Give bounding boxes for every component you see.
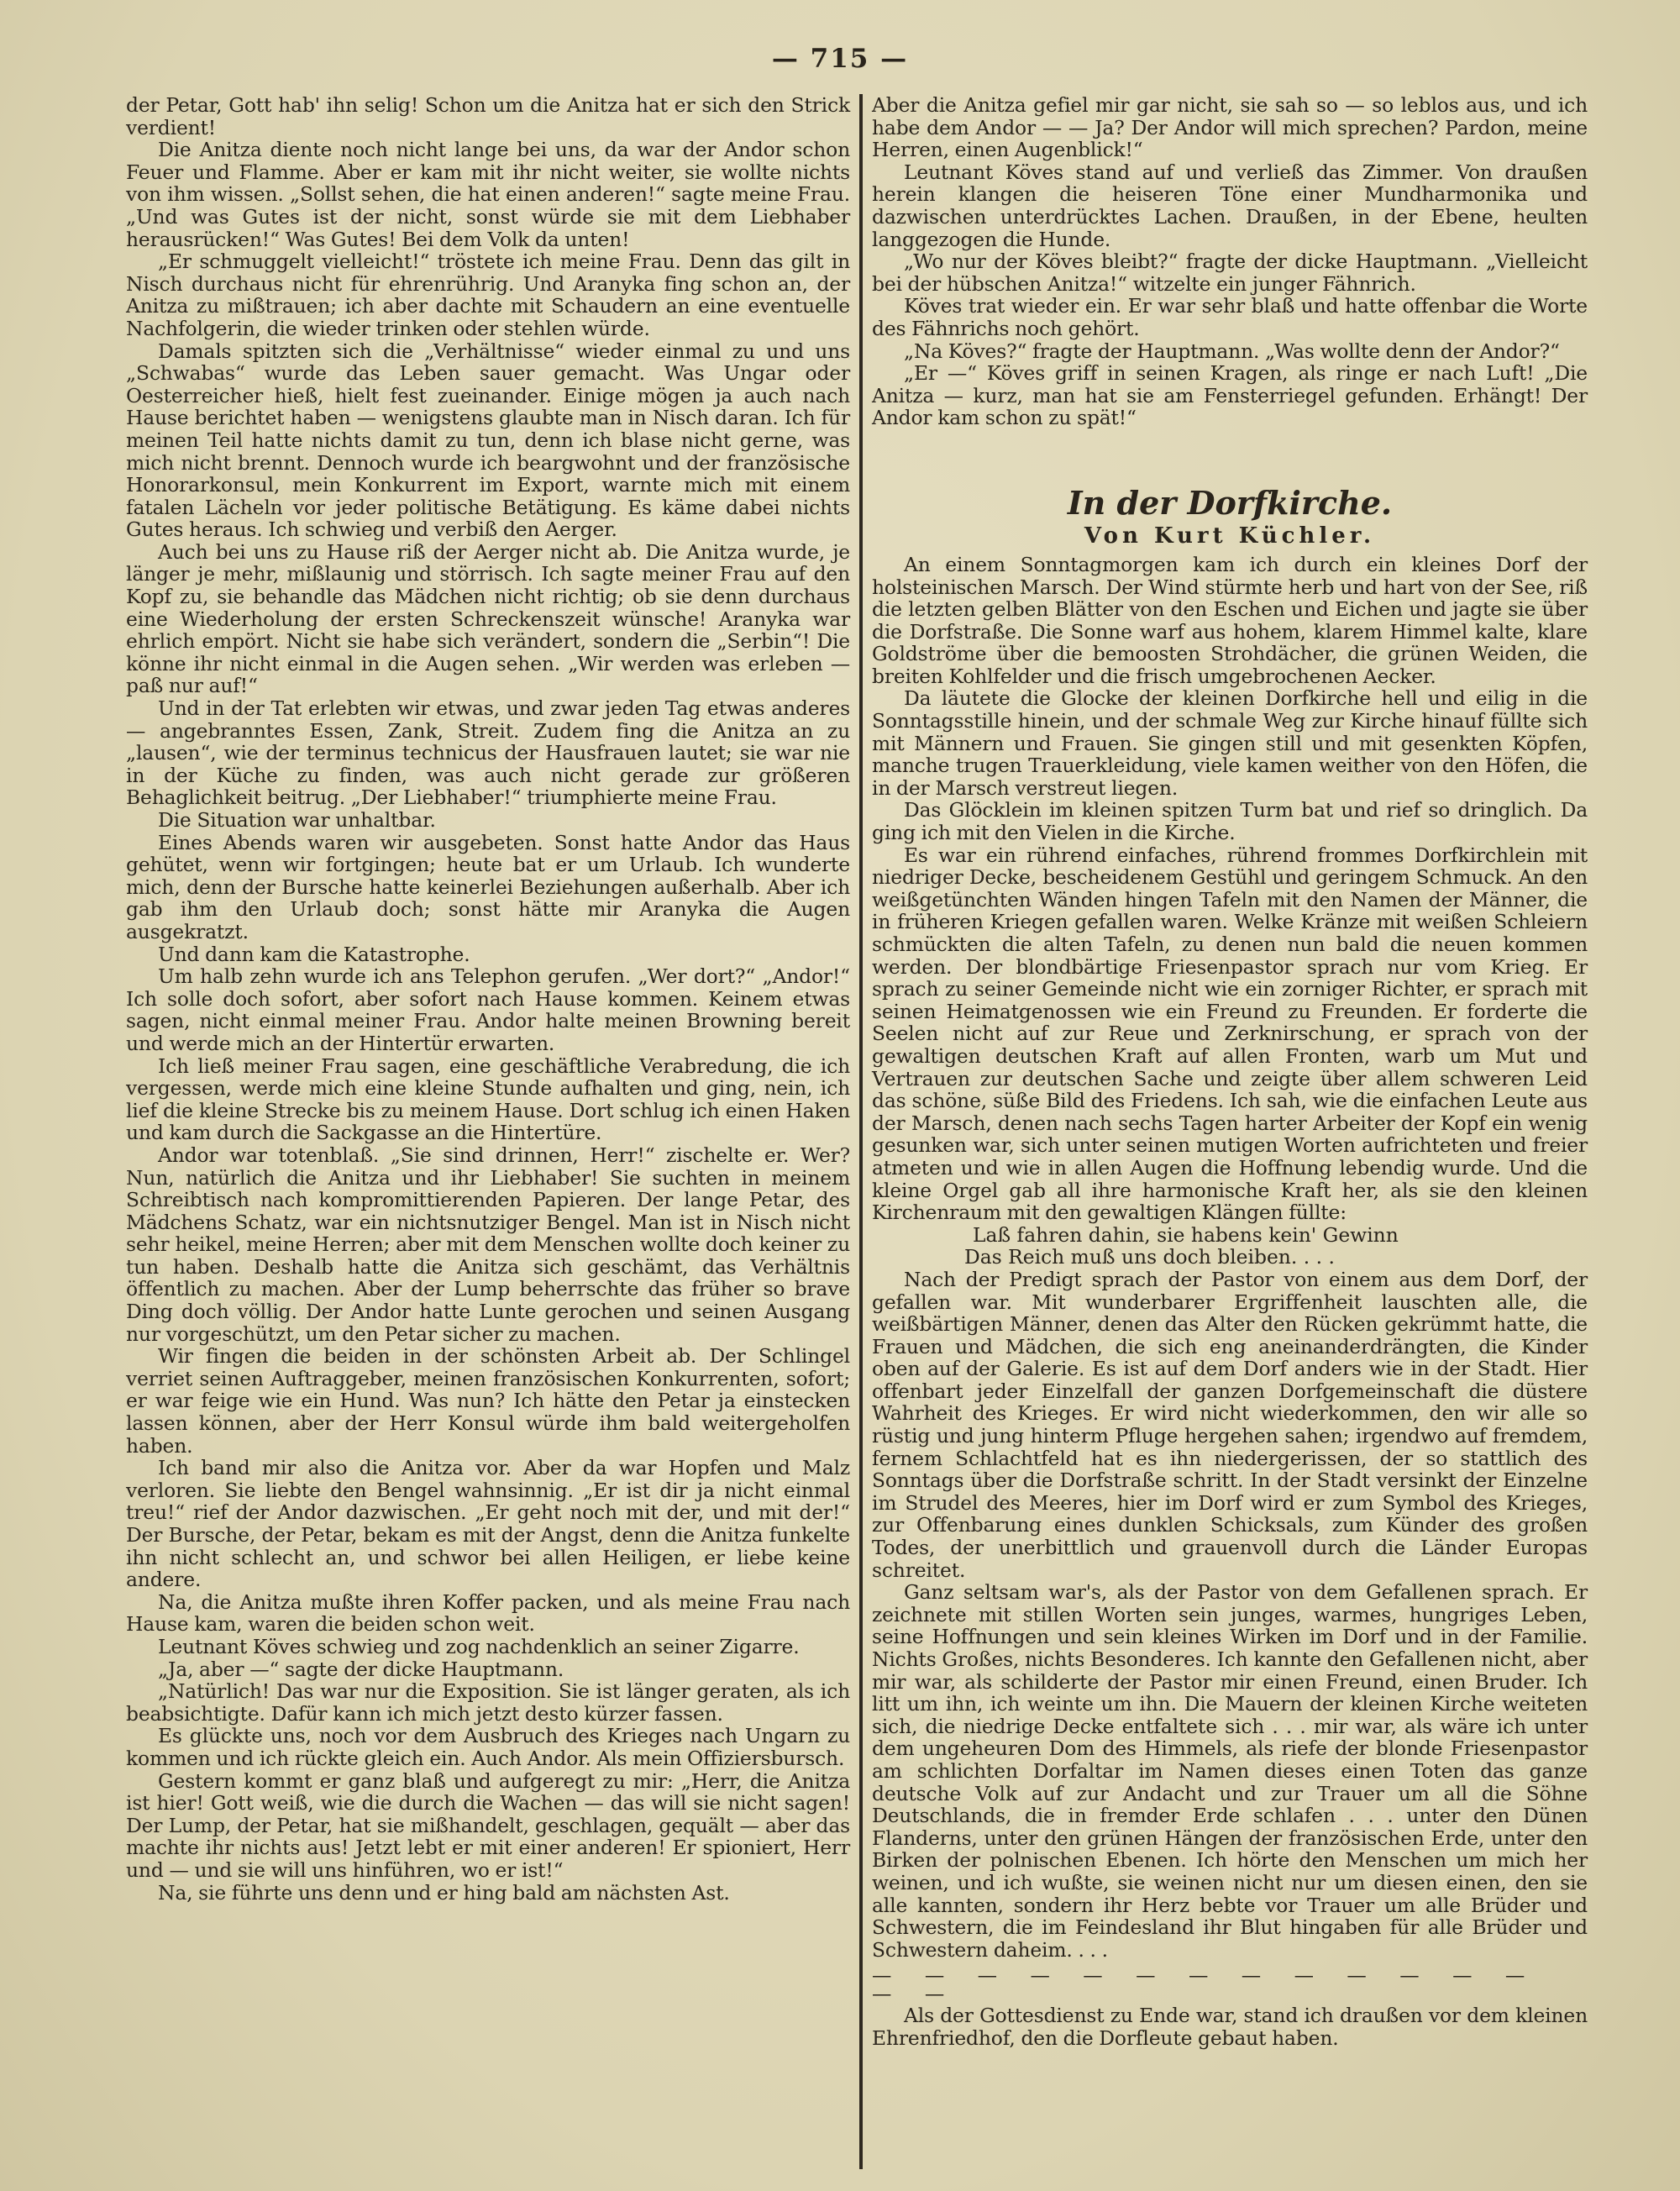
paragraph: „Natürlich! Das war nur die Exposition. Sie ist länger geraten, als ich beabsichtigte. Dafür kann ich mich jetzt desto kürzer fassen. <box>126 1679 850 1726</box>
paragraph: Wir fingen die beiden in der schönsten Arbeit ab. Der Schlingel verriet seinen Auftraggeber, meinen französischen Konkurrenten, sofort; er war feige wie ein Hund. Was nun? Ich hätte den Petar ja einstecken lassen können, aber der Herr Konsul würde ihm bald weitergeholfen haben. <box>126 1344 850 1458</box>
paragraph: An einem Sonntagmorgen kam ich durch ein kleines Dorf der holsteinischen Marsch. Der Wind stürmte herb und hart von der See, riß die letzten gelben Blätter von den Eschen und Eichen und jagte sie über die Dorfstraße. Die Sonne warf aus hohem, klarem Himmel kalte, klare Goldströme über die bemoosten Strohdächer, die grünen Weiden, die breiten Kohlfelder und die frisch umgebrochenen Aecker. <box>872 552 1588 688</box>
paragraph: „Wo nur der Köves bleibt?“ fragte der dicke Hauptmann. „Vielleicht bei der hübschen Anitza!“ witzelte ein junger Fähnrich. <box>872 250 1588 296</box>
paragraph: der Petar, Gott hab' ihn selig! Schon um die Anitza hat er sich den Strick verdient! <box>126 93 850 139</box>
paragraph: Damals spitzten sich die „Verhältnisse“ wieder einmal zu und uns „Schwabas“ wurde das Leben sauer gemacht. Was Ungar oder Oesterreicher hieß, hielt fest zueinander. Einige mögen ja auch nach Hause berichtet haben — wenigstens glaubte man in Nisch daran. Ich für meinen Teil hatte nichts damit zu tun, denn ich blase nicht gerne, was mich nicht brennt. Dennoch wurde ich beargwohnt und der französische Honorarkonsul, mein Konkurrent im Export, warnte mich mit einem fatalen Lächeln vor jeder politische Betätigung. Es käme dabei nichts Gutes heraus. Ich schwieg und verbiß den Aerger. <box>126 339 850 542</box>
paragraph: Köves trat wieder ein. Er war sehr blaß und hatte offenbar die Worte des Fähnrichs noch gehört. <box>872 294 1588 340</box>
article-author: Von Kurt Küchler. <box>1084 523 1376 549</box>
paragraph: Und in der Tat erlebten wir etwas, und zwar jeden Tag etwas anderes — angebranntes Essen, Zank, Streit. Zudem fing die Anitza an zu „lausen“, wie der terminus technicus der Hausfrauen lautet; sie war nie in der Küche zu finden, was auch nicht gerade zur größeren Behaglichkeit beitrug. „Der Liebhaber!“ triumphierte meine Frau. <box>126 696 850 810</box>
left-column <box>126 94 850 1904</box>
paragraph: „Er schmuggelt vielleicht!“ tröstete ich meine Frau. Denn das gilt in Nisch durchaus nicht für ehrenrührig. Und Aranyka fing schon an, der Anitza zu mißtrauen; ich aber dachte mit Schaudern an eine eventuelle Nachfolgerin, die wieder trinken oder stehlen würde. <box>126 250 850 340</box>
paragraph: Eines Abends waren wir ausgebeten. Sonst hatte Andor das Haus gehütet, wenn wir fortgingen; heute bat er um Urlaub. Ich wunderte mich, denn der Bursche hatte keinerlei Beziehungen außerhalb. Aber ich gab ihm den Urlaub doch; sonst hätte mir Aranyka die Augen ausgekratzt. <box>126 830 850 943</box>
right-column <box>872 94 1588 2050</box>
paragraph: Auch bei uns zu Hause riß der Aerger nicht ab. Die Anitza wurde, je länger je mehr, mißlaunig und störrisch. Ich sagte meiner Frau auf den Kopf zu, sie behandle das Mädchen nicht richtig; ob sie denn durchaus eine Wiederholung der ersten Schreckenszeit wünsche! Aranyka war ehrlich empört. Nicht sie habe sich verändert, sondern die „Serbin“! Die könne ihr nicht einmal in die Augen sehen. „Wir werden was erleben — paß nur auf!“ <box>126 539 850 698</box>
paragraph: „Na Köves?“ fragte der Hauptmann. „Was wollte denn der Andor?“ <box>904 339 1560 363</box>
paragraph: Na, sie führte uns denn und er hing bald am nächsten Ast. <box>158 1880 730 1905</box>
paragraph: Na, die Anitza mußte ihren Koffer packen, und als meine Frau nach Hause kam, waren die beiden schon weit. <box>126 1589 850 1637</box>
paragraph: „Ja, aber —“ sagte der dicke Hauptmann. <box>158 1657 564 1681</box>
paragraph: Aber die Anitza gefiel mir gar nicht, sie sah so — so leblos aus, und ich habe dem Andor — — Ja? Der Andor will mich sprechen? Pardon, meine Herren, einen Augenblick!“ <box>872 93 1588 162</box>
paragraph: Ich band mir also die Anitza vor. Aber da war Hopfen und Malz verloren. Sie liebte den Bengel wahnsinnig. „Er ist dir ja nicht einmal treu!“ rief der Andor dazwischen. „Er geht noch mit der, und mit der!“ Der Bursche, der Petar, bekam es mit der Angst, denn die Anitza funkelte ihn nicht schlecht an, und schwor bei allen Heiligen, er liebe keine andere. <box>126 1456 850 1592</box>
paragraph: Gestern kommt er ganz blaß und aufgeregt zu mir: „Herr, die Anitza ist hier! Gott weiß, wie die durch die Wachen — das will sie nicht sagen! Der Lump, der Petar, hat sie mißhandelt, geschlagen, gequält — aber das machte ihr nichts aus! Jetzt lebt er mit einer anderen! Er spioniert, Herr und — und sie will uns hinführen, wo er ist!“ <box>126 1768 850 1882</box>
paragraph: Andor war totenblaß. „Sie sind drinnen, Herr!“ zischelte er. Wer? Nun, natürlich die Anitza und ihr Liebhaber! Sie suchten in meinem Schreibtisch nach kompromittierenden Papieren. Der lange Petar, des Mädchens Schatz, war ein nichtsnutziger Bengel. Man ist in Nisch nicht sehr heikel, meine Herren; aber mit dem Menschen wollte doch keiner zu tun haben. Deshalb hatte die Anitza sich geschämt, das Verhältnis öffentlich zu machen. Aber der Lump beherrschte das früher so brave Ding doch völlig. Der Andor hatte Lunte gerochen und seinen Ausgang nur vorgeschützt, um den Petar sicher zu machen. <box>126 1143 850 1346</box>
paragraph: Da läutete die Glocke der kleinen Dorfkirche hell und eilig in die Sonntagsstille hinein, und der schmale Weg zur Kirche hinauf füllte sich mit Männern und Frauen. Sie gingen still und mit gesenkten Köpfen, manche trugen Trauerkleidung, viele kamen weither von den Höfen, die in der Marsch verstreut liegen. <box>872 686 1588 800</box>
page-number: — 715 — <box>771 44 909 74</box>
paragraph: Um halb zehn wurde ich ans Telephon gerufen. „Wer dort?“ „Andor!“ Ich solle doch sofort, aber sofort nach Hause kommen. Keinem etwas sagen, nicht einmal meiner Frau. Andor halte meinen Browning bereit und werde mich an der Hintertür erwarten. <box>126 964 850 1055</box>
paragraph: Es glückte uns, noch vor dem Ausbruch des Krieges nach Ungarn zu kommen und ich rückte gleich ein. Auch Andor. Als mein Offiziersbursch. <box>126 1724 850 1770</box>
article-title: In der Dorfkirche. <box>1067 483 1393 522</box>
paragraph: Leutnant Köves schwieg und zog nachdenklich an seiner Zigarre. <box>158 1634 800 1658</box>
paragraph: Die Anitza diente noch nicht lange bei uns, da war der Andor schon Feuer und Flamme. Aber er kam mit ihr nicht weiter, sie wollte nichts von ihm wissen. „Sollst sehen, die hat einen anderen!“ sagte meine Frau. „Und was Gutes ist der nicht, sonst würde sie mit dem Liebhaber herausrücken!“ Was Gutes! Bei dem Volk da unten! <box>126 138 850 251</box>
verse-line: Das Reich muß uns doch bleiben. . . . <box>964 1245 1335 1269</box>
verse-line: Laß fahren dahin, sie habens kein' Gewinn <box>973 1222 1399 1247</box>
paragraph: Ich ließ meiner Frau sagen, eine geschäftliche Verabredung, die ich vergessen, werde mich eine kleine Stunde aufhalten und ging, nein, ich lief die kleine Strecke bis zu meinem Hause. Dort schlug ich einen Haken und kam durch die Sackgasse an die Hintertüre. <box>126 1053 850 1145</box>
paragraph: Und dann kam die Katastrophe. <box>158 942 470 966</box>
paragraph: „Er —“ Köves griff in seinen Kragen, als ringe er nach Luft! „Die Anitza — kurz, man hat sie am Fensterriegel gefunden. Erhängt! Der Andor kam schon zu spät!“ <box>872 361 1588 430</box>
paragraph: Es war ein rührend einfaches, rührend frommes Dorfkirchlein mit niedriger Decke, bescheidenem Gestühl und geringem Schmuck. An den weißgetünchten Wänden hingen Tafeln mit den Namen der Männer, die in früheren Kriegen gefallen waren. Welke Kränze mit weißen Schleiern schmückten die alten Tafeln, zu denen nun bald die neuen kommen werden. Der blondbärtige Friesenpastor sprach nur vom Krieg. Er sprach zu seiner Gemeinde nicht wie ein zorniger Richter, er sprach mit seinen Heimatgenossen wie ein Freund zu Freunden. Er forderte die Seelen nicht auf zur Reue und Zerknirschung, er sprach von der gewaltigen deutschen Kraft auf allen Fronten, warb um Mut und Vertrauen zur deutschen Sache und zeigte über allem schweren Leid das schöne, süße Bild des Friedens. Ich sah, wie die einfachen Leute aus der Marsch, denen nach sechs Tagen harter Arbeiter der Kopf ein wenig gesunken war, sich unter seinen mutigen Worten aufrichteten und freier atmeten und wie in allen Augen die Hoffnung lebendig wurde. Und die kleine Orgel gab all ihre harmonische Kraft her, als sie den kleinen Kirchenraum mit den gewaltigen Klängen füllte: <box>872 843 1588 1225</box>
column-divider <box>859 94 863 2169</box>
dash-separator: — — — — — — — — — — — — — — — <box>872 1963 1539 2006</box>
paragraph: Nach der Predigt sprach der Pastor von einem aus dem Dorf, der gefallen war. Mit wunderbarer Ergriffenheit lauschten alle, die weißbärtigen Männer, denen das Alter den Rücken gekrümmt hatte, die Frauen und Mädchen, die sich eng aneinanderdrängten, die Kinder oben auf der Galerie. Es ist auf dem Dorf anders wie in der Stadt. Hier offenbart jeder Einzelfall der ganzen Dorfgemeinschaft die düstere Wahrheit des Krieges. Er wird nicht wiederkommen, den wir alle so rüstig und jung hinterm Pfluge hergehen sahen; irgendwo auf fremdem, fernem Schlachtfeld hat es ihn niedergerissen, der so stattlich des Sonntags über die Dorfstraße schritt. In der Stadt versinkt der Einzelne im Strudel des Meeres, hier im Dorf wird er zum Symbol des Krieges, zur Offenbarung eines dunklen Schicksals, zum Künder des großen Todes, der unerbittlich und grauenvoll durch die Länder Europas schreitet. <box>872 1267 1588 1582</box>
paragraph: Leutnant Köves stand auf und verließ das Zimmer. Von draußen herein klangen die heiseren Töne einer Mundharmonika und dazwischen unterdrücktes Lachen. Draußen, in der Ebene, heulten langgezogen die Hunde. <box>872 160 1588 251</box>
paragraph: Die Situation war unhaltbar. <box>158 808 436 832</box>
paragraph: Das Glöcklein im kleinen spitzen Turm bat und rief so dringlich. Da ging ich mit den Vielen in die Kirche. <box>872 798 1588 845</box>
spacer <box>872 429 1588 473</box>
paragraph: Ganz seltsam war's, als der Pastor von dem Gefallenen sprach. Er zeichnete mit stillen Worten sein junges, warmes, hungriges Leben, seine Hoffnungen und sein kleines Wirken im Dorf und in der Familie. Nichts Großes, nichts Besonderes. Ich kannte den Gefallenen nicht, aber mir war, als schilderte der Pastor mir einen Freund, einen Bruder. Ich litt um ihn, ich weinte um ihn. Die Mauern der kleinen Kirche weiteten sich, die niedrige Decke entfaltete sich . . . mir war, als wäre ich unter dem ungeheuren Dom des Himmels, als riefe der blonde Friesenpastor am schlichten Dorfaltar im Namen dieses einen Toten das ganze deutsche Volk auf zur Andacht und zur Trauer um all die Söhne Deutschlands, die in fremder Erde schlafen . . . unter den Dünen Flanderns, unter den grünen Hängen der französischen Erde, unter den Birken der polnischen Ebenen. Ich hörte den Menschen um mich her weinen, und ich wußte, sie weinen nicht nur um diesen einen, den sie alle kannten, sondern ihr Herz bebte vor Trauer um alle Brüder und Schwestern, die im Feindesland ihr Blut hingaben für alle Brüder und Schwestern daheim. . . . <box>872 1580 1588 1962</box>
paragraph: Als der Gottesdienst zu Ende war, stand ich draußen vor dem kleinen Ehrenfriedhof, den die Dorfleute gebaut haben. <box>872 2004 1588 2050</box>
